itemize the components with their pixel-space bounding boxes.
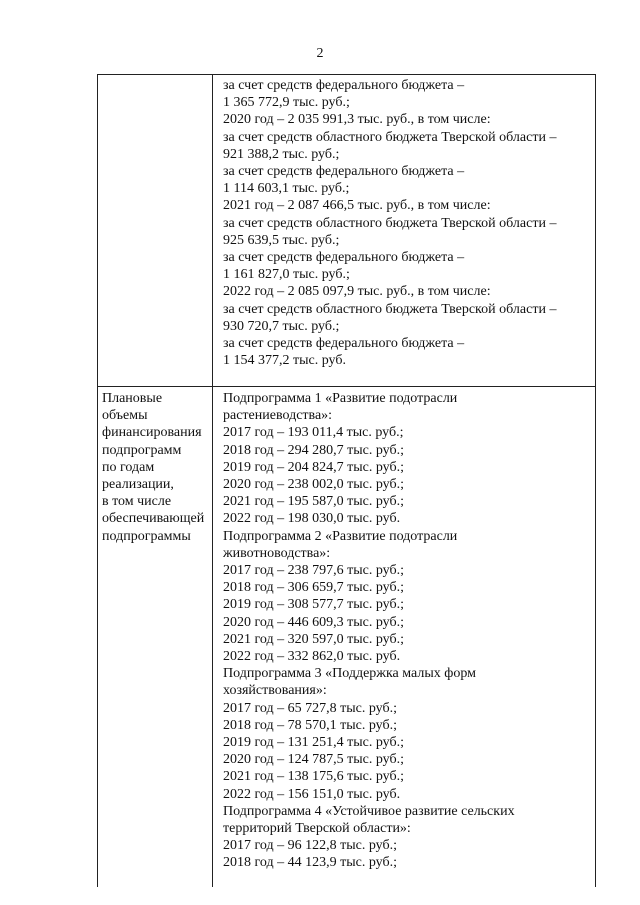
text-line: за счет средств областного бюджета Тверской области – xyxy=(223,129,557,145)
label-line: подпрограмм xyxy=(102,442,182,458)
text-line: территорий Тверской области»: xyxy=(223,821,411,837)
text-line: за счет средств федерального бюджета – xyxy=(223,164,465,180)
text-line: 2019 год – 204 824,7 тыс. руб.; xyxy=(223,459,404,475)
text-line: 2021 год – 195 587,0 тыс. руб.; xyxy=(223,494,404,510)
text-line: 2021 год – 2 087 466,5 тыс. руб., в том числе: xyxy=(223,198,491,214)
row2-value-cell xyxy=(213,387,595,872)
row1-right-cell xyxy=(213,75,595,369)
text-line: 930 720,7 тыс. руб.; xyxy=(223,318,340,334)
text-line: животноводства»: xyxy=(223,545,331,561)
label-line: подпрограммы xyxy=(102,528,191,544)
table-row-budget-continuation xyxy=(98,75,595,387)
text-line: 2020 год – 238 002,0 тыс. руб.; xyxy=(223,477,404,493)
page-number: 2 xyxy=(316,46,324,61)
row1-left-cell xyxy=(98,75,212,77)
text-line: 1 161 827,0 тыс. руб.; xyxy=(223,267,350,283)
label-line: реализации, xyxy=(102,477,174,493)
text-line: за счет средств областного бюджета Тверской области – xyxy=(223,215,557,231)
text-line: Подпрограмма 4 «Устойчивое развитие сельских xyxy=(223,803,515,819)
text-line: 2018 год – 78 570,1 тыс. руб.; xyxy=(223,717,397,733)
text-line: 1 365 772,9 тыс. руб.; xyxy=(223,95,350,111)
financing-table xyxy=(97,74,596,887)
text-line: 2022 год – 2 085 097,9 тыс. руб., в том числе: xyxy=(223,284,491,300)
text-line: 2020 год – 124 787,5 тыс. руб.; xyxy=(223,752,404,768)
text-line: 2018 год – 294 280,7 тыс. руб.; xyxy=(223,442,404,458)
text-line: 2018 год – 44 123,9 тыс. руб.; xyxy=(223,855,397,871)
text-line: Подпрограмма 3 «Поддержка малых форм xyxy=(223,666,476,682)
text-line: 2021 год – 320 597,0 тыс. руб.; xyxy=(223,631,404,647)
text-line: растениеводства»: xyxy=(223,408,333,424)
text-line: 2020 год – 446 609,3 тыс. руб.; xyxy=(223,614,404,630)
text-line: 921 388,2 тыс. руб.; xyxy=(223,146,340,162)
text-line: за счет средств федерального бюджета – xyxy=(223,250,465,266)
text-line: хозяйствования»: xyxy=(223,683,327,699)
text-line: 2017 год – 193 011,4 тыс. руб.; xyxy=(223,425,404,441)
label-line: в том числе xyxy=(102,494,172,510)
label-line: финансирования xyxy=(102,425,202,441)
text-line: 2022 год – 332 862,0 тыс. руб. xyxy=(223,649,401,665)
label-line: Плановые xyxy=(102,391,163,406)
text-line: 2022 год – 156 151,0 тыс. руб. xyxy=(223,786,401,802)
text-line: 2021 год – 138 175,6 тыс. руб.; xyxy=(223,769,404,785)
text-line: 2022 год – 198 030,0 тыс. руб. xyxy=(223,511,401,527)
label-line: обеспечивающей xyxy=(102,511,205,527)
text-line: 2017 год – 65 727,8 тыс. руб.; xyxy=(223,700,397,716)
text-line: 2019 год – 131 251,4 тыс. руб.; xyxy=(223,735,404,751)
text-line: 2020 год – 2 035 991,3 тыс. руб., в том числе: xyxy=(223,112,491,128)
text-line: за счет средств федерального бюджета – xyxy=(223,336,465,352)
text-line: 2018 год – 306 659,7 тыс. руб.; xyxy=(223,580,404,596)
text-line: 2019 год – 308 577,7 тыс. руб.; xyxy=(223,597,404,613)
text-line: 1 114 603,1 тыс. руб.; xyxy=(223,181,350,197)
table-row-subprogram-financing xyxy=(98,387,595,887)
row2-label-cell xyxy=(98,387,212,545)
text-line: 2017 год – 96 122,8 тыс. руб.; xyxy=(223,838,397,854)
text-line: 2017 год – 238 797,6 тыс. руб.; xyxy=(223,563,404,579)
text-line: Подпрограмма 2 «Развитие подотрасли xyxy=(223,528,458,544)
text-line: за счет средств федерального бюджета – xyxy=(223,78,465,93)
text-line: 925 639,5 тыс. руб.; xyxy=(223,232,340,248)
text-line: Подпрограмма 1 «Развитие подотрасли xyxy=(223,391,458,406)
text-line: 1 154 377,2 тыс. руб. xyxy=(223,353,346,369)
text-line: за счет средств областного бюджета Тверской области – xyxy=(223,301,557,317)
label-line: объемы xyxy=(102,408,148,424)
label-line: по годам xyxy=(102,459,155,475)
